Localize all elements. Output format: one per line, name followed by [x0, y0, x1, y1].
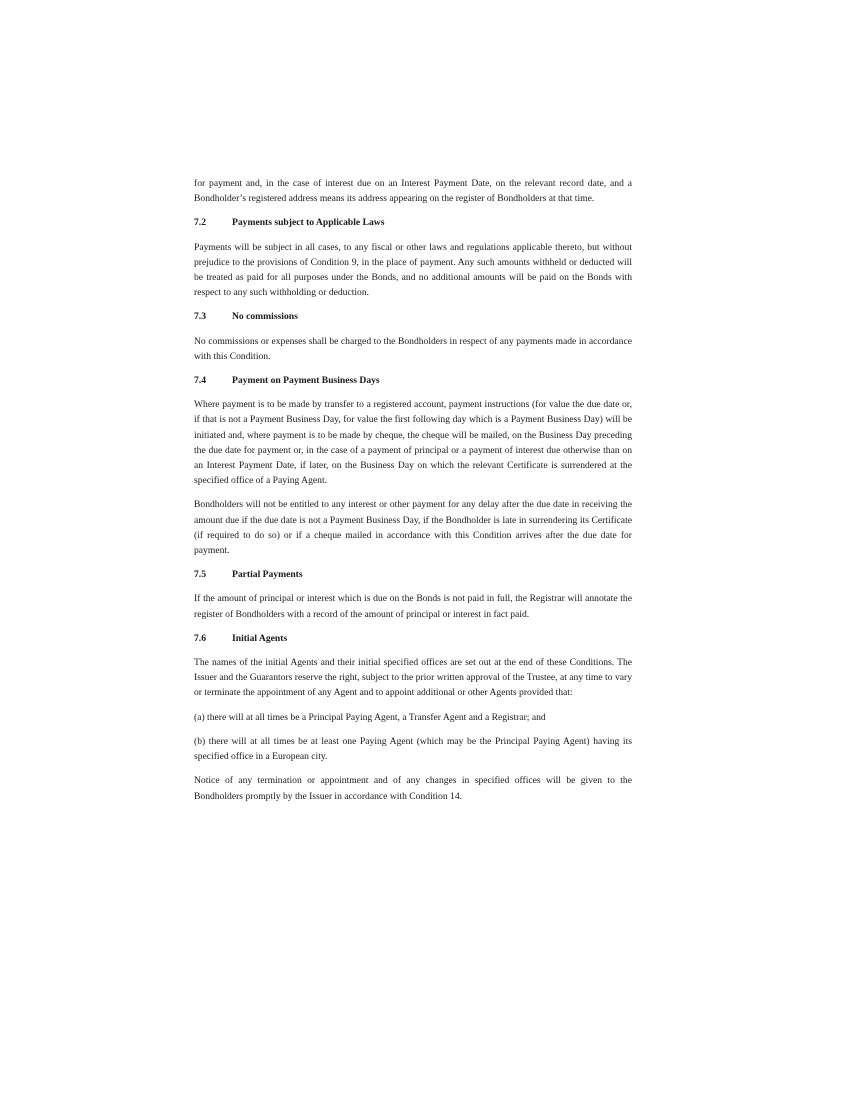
section-heading-7-4 [194, 373, 632, 388]
section-number: 7.2 [194, 217, 206, 229]
list-item: (b) there will at all times be at least one Paying Agent (which may be the Principal Paying Agent) having its specified office in a European city. [194, 735, 632, 763]
section-number: 7.3 [194, 311, 206, 323]
list-item: (a) there will at all times be a Principal Paying Agent, a Transfer Agent and a Registrar; and [194, 711, 546, 723]
paragraph: If the amount of principal or interest which is due on the Bonds is not paid in full, the Registrar will annotate the register of Bondholders with a record of the amount of principal or interest in fact paid. [194, 593, 632, 620]
section-heading-7-3 [194, 309, 632, 324]
paragraph: No commissions or expenses shall be charged to the Bondholders in respect of any payments made in accordance with this Condition. [194, 335, 632, 362]
section-title: Partial Payments [232, 569, 303, 581]
section-heading-7-5 [194, 567, 632, 582]
paragraph: Notice of any termination or appointment and of any changes in specified offices will be given to the Bondholders promptly by the Issuer in accordance with Condition 14. [194, 775, 632, 802]
section-title: Payment on Payment Business Days [232, 375, 380, 387]
paragraph: Where payment is to be made by transfer to a registered account, payment instructions (for value the due date or, if that is not a Payment Business Day, for value the first following day which is a Payment Business Day) will be initiated and, where payment is to be made by cheque, the cheque will be mailed, on the Business Day preceding the due date for payment or, in the case of a payment of principal or a payment of interest due otherwise than on an Interest Payment Date, if later, on the Business Day on which the relevant Certificate is surrendered at the specified office of a Paying Agent. [194, 399, 632, 487]
section-heading-7-6 [194, 631, 632, 646]
paragraph: The names of the initial Agents and their initial specified offices are set out at the end of these Conditions. The Issuer and the Guarantors reserve the right, subject to the prior written approval of the Trustee, at any time to vary or terminate the appointment of any Agent and to appoint additional or other Agents provided that: [194, 657, 632, 699]
section-number: 7.6 [194, 632, 206, 644]
section-title: Initial Agents [232, 632, 288, 644]
intro-paragraph: for payment and, in the case of interest due on an Interest Payment Date, on the relevant record date, and a Bondholder’s registered address means its address appearing on the register of Bondholders at that time. [194, 178, 632, 205]
section-number: 7.5 [194, 569, 206, 581]
paragraph: Bondholders will not be entitled to any interest or other payment for any delay after the due date in receiving the amount due if the due date is not a Payment Business Day, if the Bondholder is late in surrendering its Certificate (if required to do so) or if a cheque mailed in accordance with this Condition arrives after the due date for payment. [194, 499, 632, 557]
section-heading-7-2 [194, 215, 632, 230]
document-page [194, 176, 632, 813]
paragraph: Payments will be subject in all cases, to any fiscal or other laws and regulations applicable thereto, but without prejudice to the provisions of Condition 9, in the place of payment. Any such amounts withheld or deducted will be treated as paid for all purposes under the Bonds, and no additional amounts will be paid on the Bonds with respect to any such withholding or deduction. [194, 241, 632, 299]
section-title: No commissions [232, 311, 298, 323]
section-title: Payments subject to Applicable Laws [232, 217, 385, 229]
section-number: 7.4 [194, 375, 206, 387]
